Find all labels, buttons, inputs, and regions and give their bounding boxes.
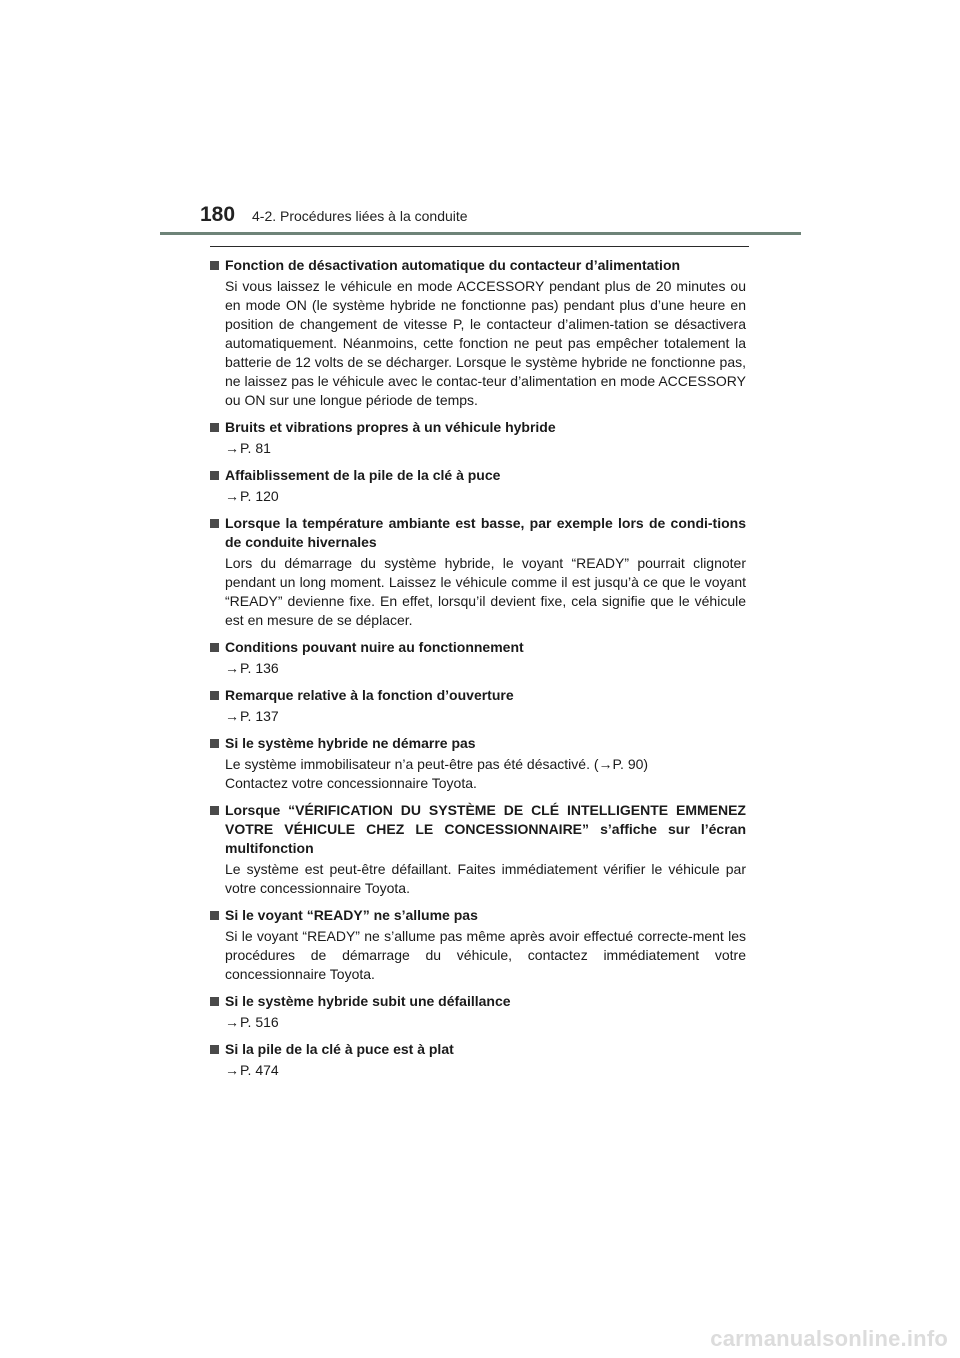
content-list	[210, 256, 746, 1088]
square-bullet-icon	[210, 691, 219, 700]
header-rule	[160, 232, 801, 235]
item-heading-text: Si le système hybride ne démarre pas	[225, 735, 476, 751]
item-heading-text: Fonction de désactivation automatique du contacteur d’alimentation	[225, 257, 681, 273]
item-paragraph: Contactez votre concessionnaire Toyota.	[225, 775, 477, 791]
square-bullet-icon	[210, 1045, 219, 1054]
item-heading	[210, 418, 746, 437]
item-paragraph: Le système immobilisateur n’a peut-être pas été désactivé. (→P. 90)	[225, 756, 649, 772]
item-heading	[210, 466, 746, 485]
arrow-right-icon: →	[225, 440, 239, 456]
item-heading-text: Lorsque “VÉRIFICATION DU SYSTÈME DE CLÉ INTELLIGENTE EMMENEZ VOTRE VÉHICULE CHEZ LE CONCESSIONNAIRE” s’affiche sur l’écran multifonction	[225, 802, 746, 856]
item-body	[225, 927, 746, 984]
item-heading-text: Si le voyant “READY” ne s’allume pas	[225, 907, 478, 923]
square-bullet-icon	[210, 471, 219, 480]
item-heading	[210, 801, 746, 858]
page-reference[interactable]	[225, 1013, 746, 1032]
item-heading-text: Bruits et vibrations propres à un véhicule hybride	[225, 419, 556, 435]
item-body	[225, 277, 746, 410]
list-item	[210, 514, 746, 630]
page-reference-text: P. 81	[240, 440, 271, 456]
square-bullet-icon	[210, 643, 219, 652]
square-bullet-icon	[210, 739, 219, 748]
arrow-right-icon: →	[225, 660, 239, 676]
item-heading	[210, 256, 746, 275]
section-divider	[210, 246, 749, 247]
item-heading	[210, 638, 746, 657]
square-bullet-icon	[210, 997, 219, 1006]
list-item	[210, 1040, 746, 1080]
list-item	[210, 638, 746, 678]
item-body	[225, 554, 746, 630]
item-heading-text: Remarque relative à la fonction d’ouverture	[225, 687, 514, 703]
page-reference-text: P. 474	[240, 1062, 279, 1078]
item-heading-text: Si la pile de la clé à puce est à plat	[225, 1041, 454, 1057]
item-heading	[210, 686, 746, 705]
list-item	[210, 801, 746, 898]
list-item	[210, 734, 746, 793]
arrow-right-icon: →	[225, 708, 239, 724]
page-reference[interactable]	[225, 659, 746, 678]
item-heading	[210, 906, 746, 925]
item-paragraph: Le système est peut-être défaillant. Faites immédiatement vérifier le véhicule par votre concessionnaire Toyota.	[225, 861, 746, 896]
item-paragraph: Lors du démarrage du système hybride, le voyant “READY” pourrait clignoter pendant un long moment. Laissez le véhicule comme il est jusqu’à ce que le voyant “READY” devienne fixe. En effet, lorsqu’il devient fixe, cela signifie que le véhicule est en mesure de se déplacer.	[225, 555, 746, 628]
page-reference-text: P. 516	[240, 1014, 279, 1030]
page-reference-text: P. 120	[240, 488, 279, 504]
page-reference-text: P. 136	[240, 660, 279, 676]
square-bullet-icon	[210, 806, 219, 815]
site-watermark: carmanualsonline.info	[710, 1326, 948, 1351]
arrow-right-icon: →	[225, 1014, 239, 1030]
item-body	[225, 860, 746, 898]
square-bullet-icon	[210, 423, 219, 432]
list-item	[210, 686, 746, 726]
list-item	[210, 906, 746, 984]
page-reference[interactable]	[225, 707, 746, 726]
arrow-right-icon: →	[225, 1062, 239, 1078]
item-heading	[210, 1040, 746, 1059]
square-bullet-icon	[210, 519, 219, 528]
item-heading	[210, 992, 746, 1011]
page-reference-text: P. 137	[240, 708, 279, 724]
item-heading	[210, 734, 746, 753]
page-reference[interactable]	[225, 439, 746, 458]
item-heading	[210, 514, 746, 552]
item-heading-text: Lorsque la température ambiante est basse, par exemple lors de condi-tions de conduite hivernales	[225, 515, 746, 550]
item-heading-text: Affaiblissement de la pile de la clé à puce	[225, 467, 501, 483]
list-item	[210, 992, 746, 1032]
item-heading-text: Conditions pouvant nuire au fonctionnement	[225, 639, 524, 655]
page-number: 180	[200, 203, 236, 226]
page-reference[interactable]	[225, 487, 746, 506]
item-paragraph: Si vous laissez le véhicule en mode ACCESSORY pendant plus de 20 minutes ou en mode ON (le système hybride ne fonctionne pas) pendant plus d’une heure en position de changement de vitesse P, le contacteur d’alimen-tation se désactivera automatiquement. Néanmoins, cette fonction ne peut pas empêcher totalement la batterie de 12 volts de se décharger. Lorsque le système hybride ne fonctionne pas, ne laissez pas le véhicule avec le contac-teur d’alimentation en mode ACCESSORY ou ON sur une longue période de temps.	[225, 278, 746, 408]
list-item	[210, 256, 746, 410]
list-item	[210, 466, 746, 506]
square-bullet-icon	[210, 911, 219, 920]
item-heading-text: Si le système hybride subit une défaillance	[225, 993, 511, 1009]
section-title: 4-2. Procédures liées à la conduite	[252, 208, 468, 224]
page-reference[interactable]	[225, 1061, 746, 1080]
item-body	[225, 755, 746, 793]
list-item	[210, 418, 746, 458]
arrow-right-icon: →	[225, 488, 239, 504]
square-bullet-icon	[210, 261, 219, 270]
item-paragraph: Si le voyant “READY” ne s’allume pas même après avoir effectué correcte-ment les procédures de démarrage du véhicule, contactez immédiatement votre concessionnaire Toyota.	[225, 928, 746, 982]
